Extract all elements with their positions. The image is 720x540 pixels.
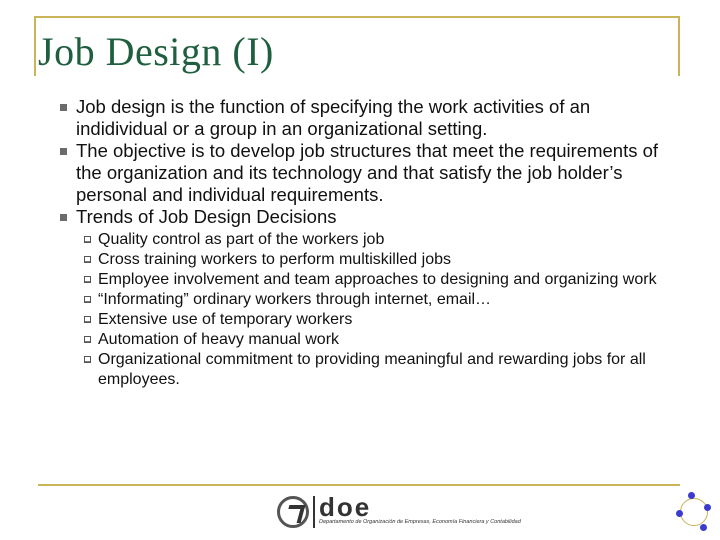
sub-bullet-item <box>40 270 680 290</box>
bullet-item <box>40 140 680 206</box>
slide-title: Job Design (I) <box>38 29 274 74</box>
sub-bullet-text: Automation of heavy manual work <box>98 331 340 348</box>
sub-bullet-text: Cross training workers to perform multiskilled jobs <box>98 251 451 268</box>
sub-bullet-list <box>40 230 680 390</box>
sub-bullet-item <box>40 330 680 350</box>
sub-bullet-text: Employee involvement and team approaches to designing and organizing work <box>98 271 657 288</box>
department-logo <box>277 494 527 534</box>
bullet-text: The objective is to develop job structures that meet the requirements of the organization and its technology and that satisfy the job holder’s personal and individual requirements. <box>76 140 659 205</box>
sub-bullet-item <box>40 230 680 250</box>
hollow-square-bullet-icon <box>84 236 91 243</box>
frame-top-line <box>34 16 680 18</box>
frame-left-line <box>34 16 36 76</box>
sub-bullet-item <box>40 290 680 310</box>
corner-dot-icon <box>704 504 711 511</box>
corner-dot-icon <box>700 524 707 531</box>
hollow-square-bullet-icon <box>84 296 91 303</box>
sub-bullet-item <box>40 250 680 270</box>
sub-bullet-text: Organizational commitment to providing meaningful and rewarding jobs for all employees. <box>98 351 646 388</box>
slide-content <box>40 96 680 390</box>
bullet-text: Job design is the function of specifying the work activities of an indidividual or a group in an organizational setting. <box>76 96 591 139</box>
square-bullet-icon <box>60 148 67 155</box>
corner-ring-icon <box>680 498 708 526</box>
hollow-square-bullet-icon <box>84 256 91 263</box>
hollow-square-bullet-icon <box>84 276 91 283</box>
sub-bullet-item <box>40 350 680 390</box>
hollow-square-bullet-icon <box>84 316 91 323</box>
bullet-item <box>40 96 680 140</box>
sub-bullet-text: Quality control as part of the workers job <box>98 231 385 248</box>
bullet-text: Trends of Job Design Decisions <box>76 206 337 227</box>
sub-bullet-item <box>40 310 680 330</box>
logo-subtitle: Departamento de Organización de Empresas, Economía Financiera y Contabilidad <box>319 519 521 525</box>
square-bullet-icon <box>60 214 67 221</box>
hollow-square-bullet-icon <box>84 356 91 363</box>
frame-right-line <box>678 16 680 76</box>
corner-dot-icon <box>676 510 683 517</box>
sub-bullet-text: Extensive use of temporary workers <box>98 311 353 328</box>
corner-dot-icon <box>688 492 695 499</box>
logo-emblem-icon <box>277 496 309 528</box>
frame-bottom-line <box>38 484 680 486</box>
sub-bullet-text: “Informating” ordinary workers through internet, email… <box>98 291 492 308</box>
hollow-square-bullet-icon <box>84 336 91 343</box>
square-bullet-icon <box>60 104 67 111</box>
logo-wordmark: doe <box>319 492 372 522</box>
bullet-item <box>40 206 680 228</box>
logo-divider <box>313 496 315 528</box>
corner-decoration <box>676 490 716 536</box>
